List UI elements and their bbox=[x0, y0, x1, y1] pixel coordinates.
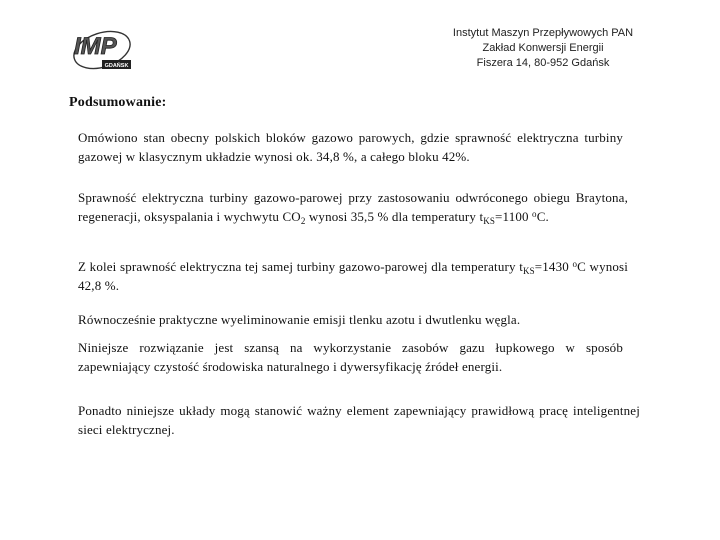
p3-text-3: C wynosi 42,8 %. bbox=[78, 259, 629, 293]
paragraph-shale-gas: Niniejsze rozwiązanie jest szansą na wykorzystanie zasobów gazu łupkowego w sposób zapewniający czystość środowiska naturalnego i dywersyfikację źródeł energii. bbox=[78, 340, 623, 374]
p2-text-4: C. bbox=[536, 209, 549, 224]
institute-street: Fiszera 14, 80-952 Gdańsk bbox=[476, 57, 610, 69]
paragraph-current-state: Omówiono stan obecny polskich bloków gazowo parowych, gdzie sprawność elektryczna turbiny gazowej w klasycznym układzie wynosi ok. 34,8 %, a całego bloku 42%. bbox=[78, 130, 623, 164]
logo-subtext: GDAŃSK bbox=[104, 63, 129, 70]
p2-text-2: wynosi 35,5 % dla temperatury t bbox=[305, 209, 484, 224]
co2-subscript: 2 bbox=[300, 216, 306, 226]
institute-department: Zakład Konwersji Energii bbox=[482, 42, 604, 54]
p2-text-3: =1100 bbox=[495, 209, 533, 224]
section-heading: Podsumowanie: bbox=[69, 95, 167, 110]
t-ks-subscript: KS bbox=[483, 216, 496, 226]
p3-text-1: Z kolei sprawność elektryczna tej samej turbiny gazowo-parowej dla temperatury t bbox=[78, 259, 523, 274]
p2-text-1: Sprawność elektryczna turbiny gazowo-parowej przy zastosowaniu odwróconego obiegu Braytona, regeneracji, oksyspalania i wychwytu CO bbox=[78, 190, 628, 224]
p3-text-2: =1430 bbox=[534, 259, 573, 274]
degree-sign: o bbox=[532, 209, 537, 219]
paragraph-smart-grid: Ponadto niniejsze układy mogą stanowić ważny element zapewniający prawidłową pracę inteligentnej sieci elektrycznej. bbox=[78, 403, 640, 437]
imp-logo-icon bbox=[68, 24, 134, 74]
paragraph-braytona-efficiency bbox=[78, 188, 628, 226]
paragraph-higher-temperature bbox=[78, 257, 628, 295]
paragraph-emissions: Równocześnie praktyczne wyeliminowanie emisji tlenku azotu i dwutlenku węgla. bbox=[78, 312, 521, 327]
t-ks-subscript: KS bbox=[522, 266, 535, 276]
institute-name: Instytut Maszyn Przepływowych PAN bbox=[452, 27, 634, 39]
institute-address bbox=[418, 26, 668, 71]
logo-text: IMP bbox=[74, 33, 117, 60]
imp-logo bbox=[68, 24, 134, 74]
degree-sign: o bbox=[572, 259, 578, 269]
